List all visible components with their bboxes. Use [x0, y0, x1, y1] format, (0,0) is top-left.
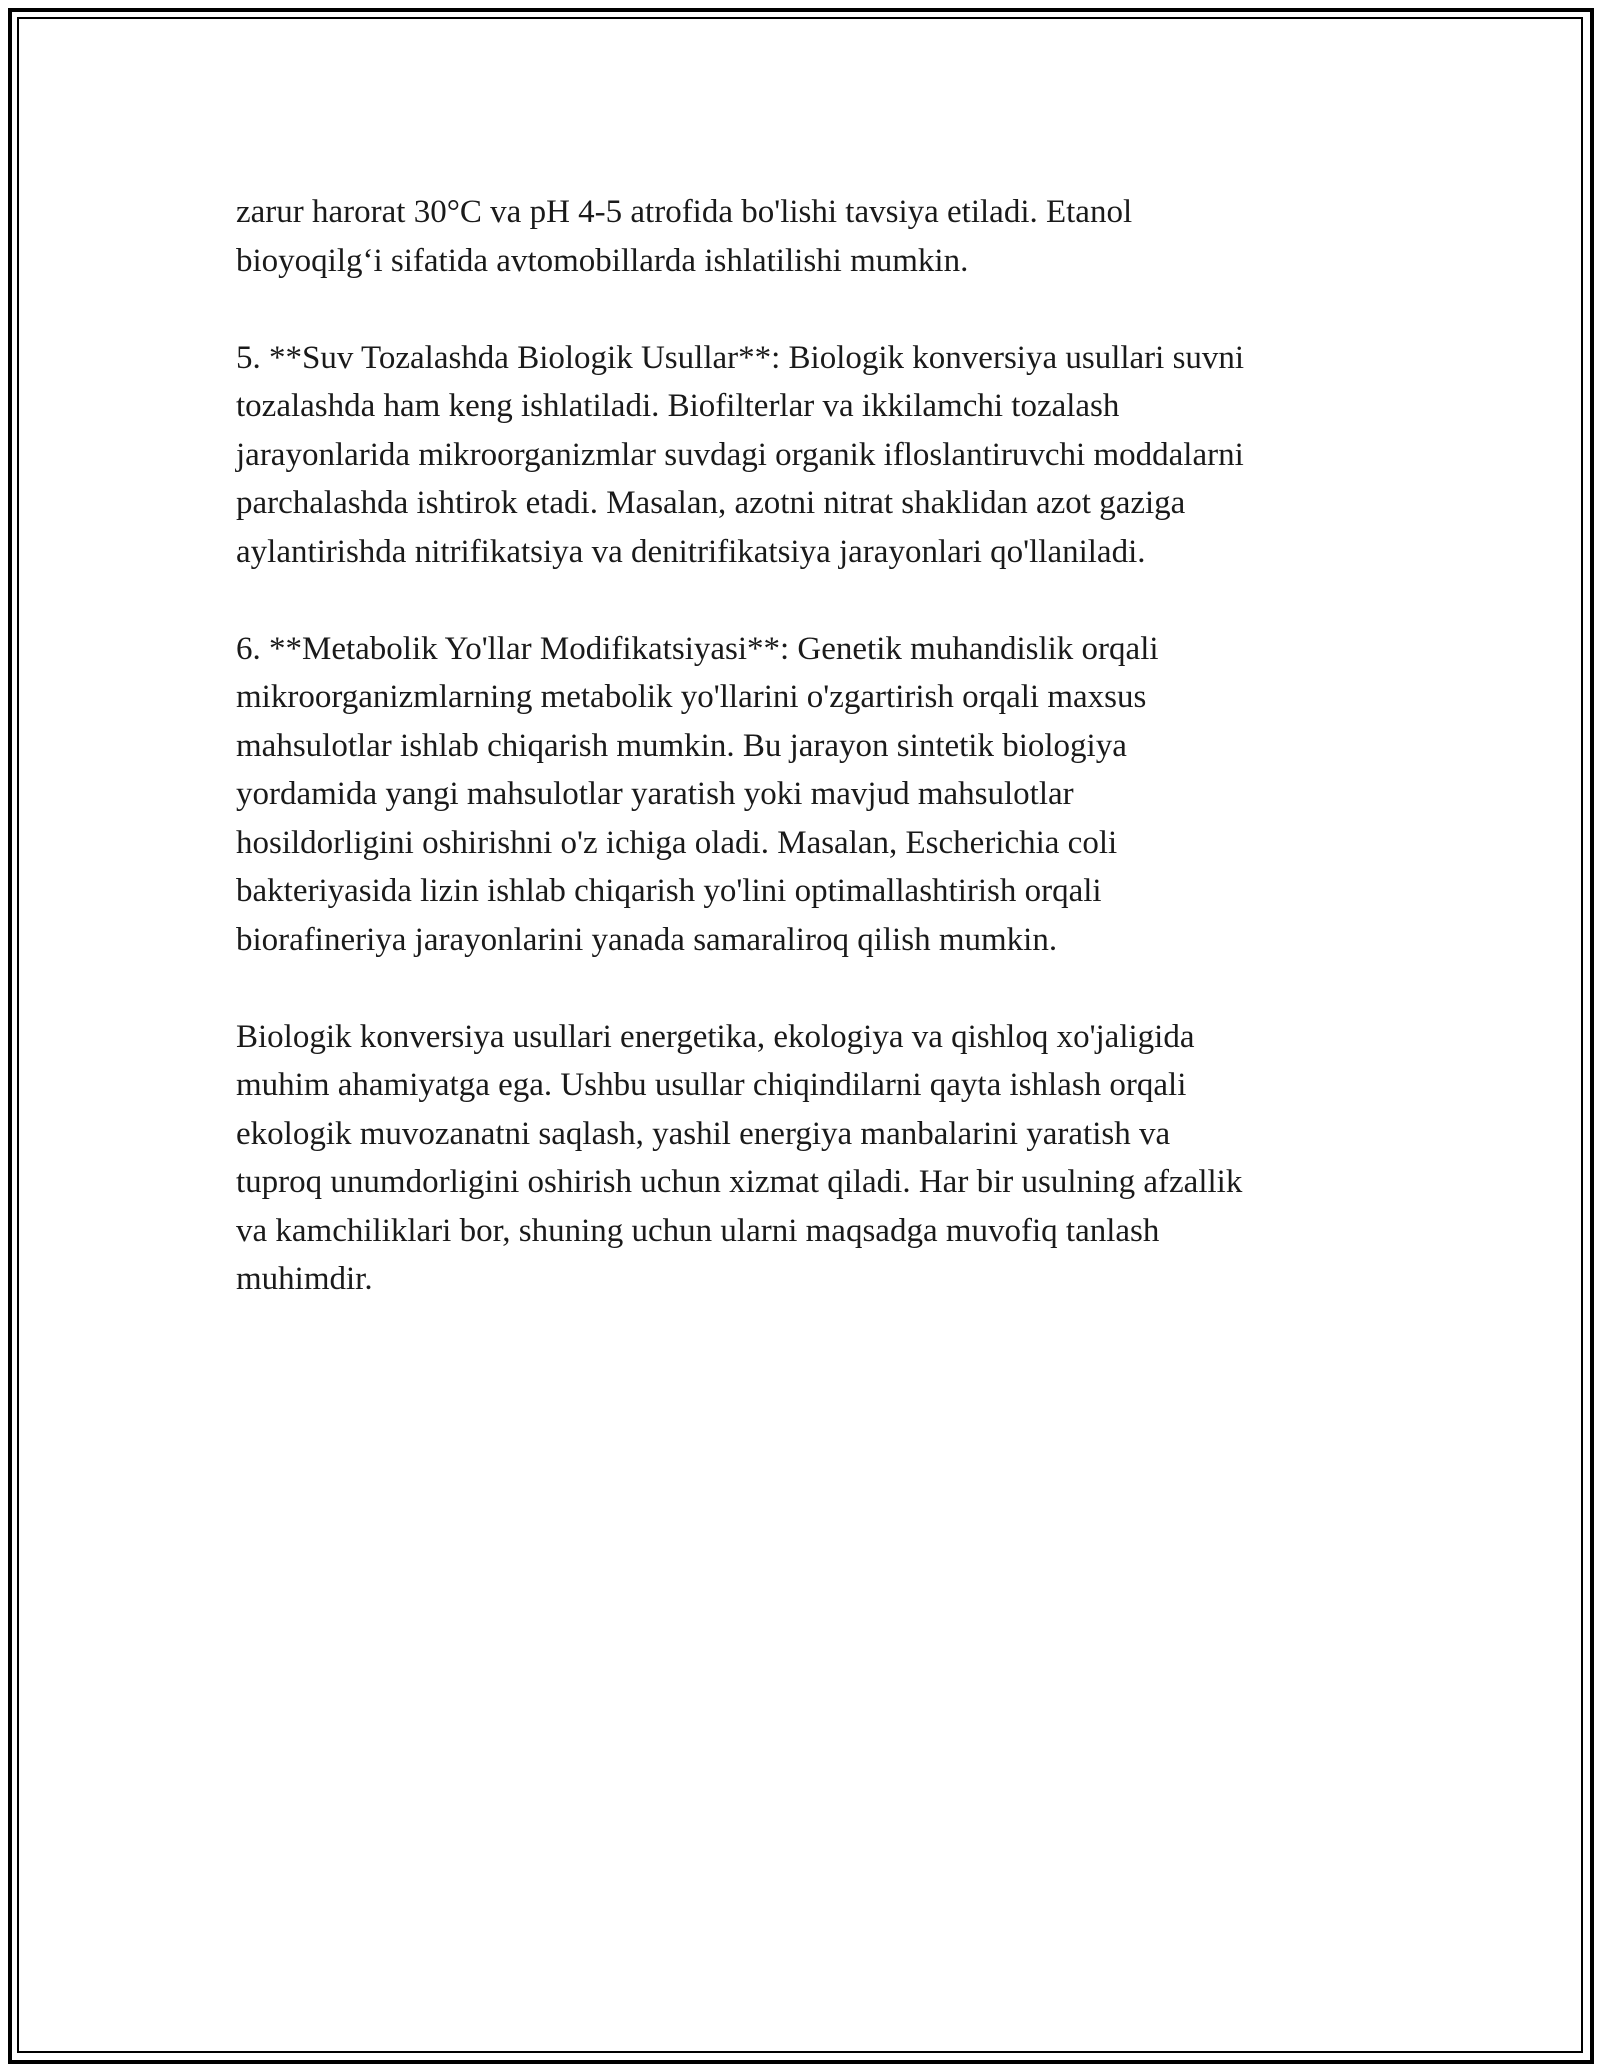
paragraph-ethanol-continuation: zarur harorat 30°C va pH 4-5 atrofida bo'lishi tavsiya etiladi. Etanol bioyoqilg‘i sifatida avtomobillarda ishlatilishi mumkin. [236, 194, 1133, 279]
document-body [236, 188, 1376, 1352]
paragraph-conclusion: Biologik konversiya usullari energetika, ekologiya va qishloq xo'jaligida muhim ahamiyatga ega. Ushbu usullar chiqindilarni qayta ishlash orqali ekologik muvozanatni saqlash, yashil energiya manbalarini yaratish va tuproq unumdorligini oshirish uchun xizmat qiladi. Har bir usulning afzallik va kamchiliklari bor, shuning uchun ularni maqsadga muvofiq tanlash muhimdir. [236, 1018, 1243, 1297]
paragraph-metabolic-pathways: 6. **Metabolik Yo'llar Modifikatsiyasi**: Genetik muhandislik orqali mikroorganizmlarning metabolik yo'llarini o'zgartirish orqali maxsus mahsulotlar ishlab chiqarish mumkin. Bu jarayon sintetik biologiya yordamida yangi mahsulotlar yaratish yoki mavjud mahsulotlar hosildorligini oshirishni o'z ichiga oladi. Masalan, Escherichia coli bakteriyasida lizin ishlab chiqarish yo'lini optimallashtirish orqali biorafineriya jarayonlarini yanada samaraliroq qilish mumkin. [236, 630, 1159, 958]
paragraph-water-treatment: 5. **Suv Tozalashda Biologik Usullar**: Biologik konversiya usullari suvni tozalashda ham keng ishlatiladi. Biofilterlar va ikkilamchi tozalash jarayonlarida mikroorganizmlar suvdagi organik ifloslantiruvchi moddalarni parchalashda ishtirok etadi. Masalan, azotni nitrat shaklidan azot gaziga aylantirishda nitrifikatsiya va denitrifikatsiya jarayonlari qo'llaniladi. [236, 339, 1245, 570]
